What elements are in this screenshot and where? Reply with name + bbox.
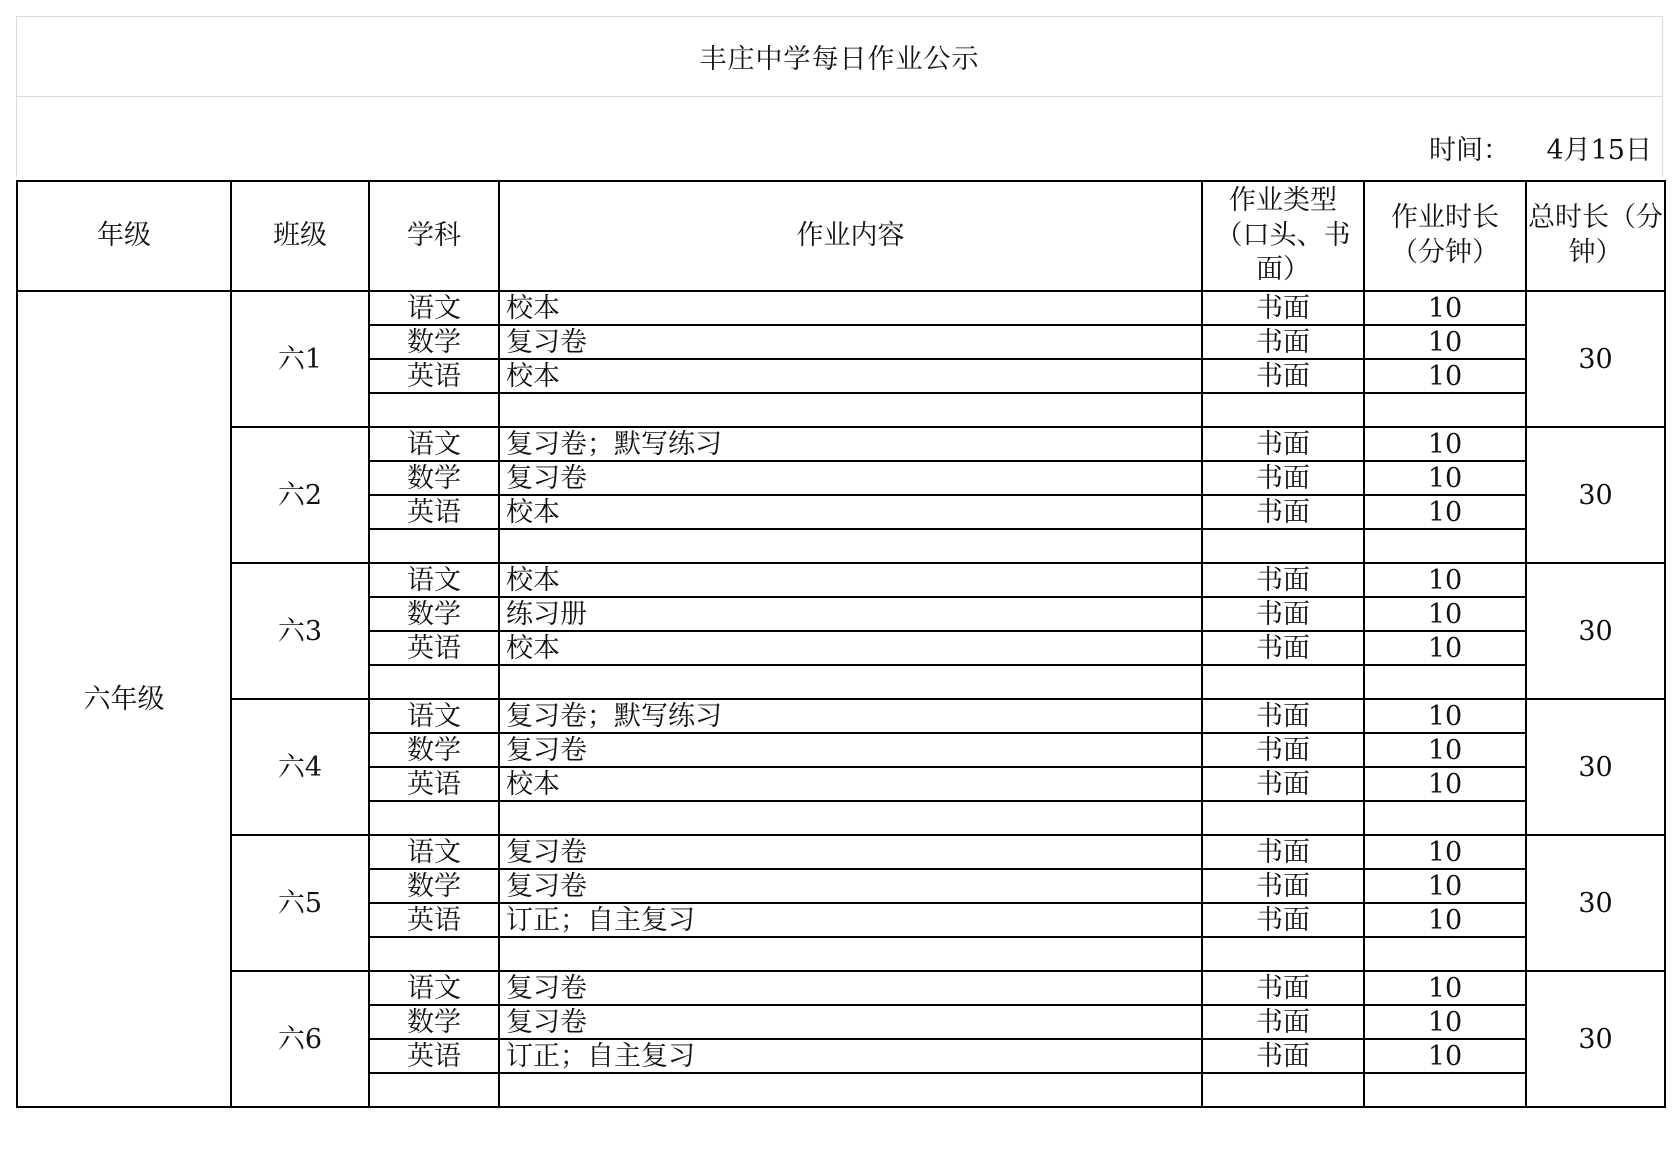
content-cell <box>499 665 1202 699</box>
duration-cell: 10 <box>1364 631 1526 665</box>
duration-cell: 10 <box>1364 903 1526 937</box>
header-content: 作业内容 <box>499 181 1202 291</box>
type-cell <box>1202 393 1364 427</box>
type-cell: 书面 <box>1202 1005 1364 1039</box>
class-cell: 六2 <box>231 427 369 563</box>
type-cell <box>1202 529 1364 563</box>
content-cell: 订正；自主复习 <box>499 903 1202 937</box>
duration-cell: 10 <box>1364 971 1526 1005</box>
header-subject: 学科 <box>369 181 499 291</box>
subject-cell: 数学 <box>369 597 499 631</box>
header-row <box>17 181 1665 291</box>
header-type: 作业类型（口头、书面） <box>1202 181 1364 291</box>
total-cell: 30 <box>1526 291 1665 427</box>
date-label: 时间： <box>1429 135 1510 166</box>
duration-cell <box>1364 529 1526 563</box>
duration-cell: 10 <box>1364 495 1526 529</box>
total-cell: 30 <box>1526 563 1665 699</box>
total-cell: 30 <box>1526 699 1665 835</box>
subject-cell: 英语 <box>369 767 499 801</box>
sheet-title: 丰庄中学每日作业公示 <box>16 16 1663 97</box>
duration-cell: 10 <box>1364 461 1526 495</box>
total-cell: 30 <box>1526 427 1665 563</box>
duration-cell: 10 <box>1364 427 1526 461</box>
subject-cell: 语文 <box>369 291 499 325</box>
duration-cell <box>1364 937 1526 971</box>
duration-cell <box>1364 1073 1526 1107</box>
type-cell: 书面 <box>1202 733 1364 767</box>
subject-cell <box>369 801 499 835</box>
header-total: 总时长（分钟） <box>1526 181 1665 291</box>
content-cell: 复习卷 <box>499 869 1202 903</box>
content-cell <box>499 1073 1202 1107</box>
table-row <box>17 427 1665 461</box>
table-row <box>17 699 1665 733</box>
duration-cell: 10 <box>1364 835 1526 869</box>
duration-cell: 10 <box>1364 325 1526 359</box>
header-grade: 年级 <box>17 181 231 291</box>
header-class: 班级 <box>231 181 369 291</box>
total-cell: 30 <box>1526 971 1665 1107</box>
subject-cell: 数学 <box>369 325 499 359</box>
subject-cell: 英语 <box>369 359 499 393</box>
subject-cell: 数学 <box>369 461 499 495</box>
subject-cell: 语文 <box>369 427 499 461</box>
grade-cell: 六年级 <box>17 291 231 1107</box>
duration-cell <box>1364 801 1526 835</box>
duration-cell: 10 <box>1364 563 1526 597</box>
subject-cell: 语文 <box>369 971 499 1005</box>
type-cell <box>1202 1073 1364 1107</box>
subject-cell <box>369 393 499 427</box>
subject-cell: 英语 <box>369 495 499 529</box>
header-duration: 作业时长（分钟） <box>1364 181 1526 291</box>
type-cell <box>1202 801 1364 835</box>
subject-cell: 语文 <box>369 835 499 869</box>
class-cell: 六6 <box>231 971 369 1107</box>
type-cell: 书面 <box>1202 359 1364 393</box>
table-row <box>17 971 1665 1005</box>
subject-cell: 英语 <box>369 903 499 937</box>
class-cell: 六4 <box>231 699 369 835</box>
content-cell: 复习卷 <box>499 971 1202 1005</box>
content-cell <box>499 801 1202 835</box>
type-cell: 书面 <box>1202 835 1364 869</box>
type-cell: 书面 <box>1202 1039 1364 1073</box>
subject-cell <box>369 529 499 563</box>
type-cell: 书面 <box>1202 631 1364 665</box>
duration-cell: 10 <box>1364 767 1526 801</box>
duration-cell: 10 <box>1364 699 1526 733</box>
content-cell: 复习卷 <box>499 325 1202 359</box>
subject-cell: 语文 <box>369 699 499 733</box>
type-cell: 书面 <box>1202 495 1364 529</box>
duration-cell: 10 <box>1364 869 1526 903</box>
content-cell: 练习册 <box>499 597 1202 631</box>
type-cell: 书面 <box>1202 869 1364 903</box>
homework-table <box>16 180 1666 1108</box>
duration-cell <box>1364 665 1526 699</box>
duration-cell: 10 <box>1364 1005 1526 1039</box>
date-row <box>16 97 1663 177</box>
class-cell: 六1 <box>231 291 369 427</box>
content-cell: 校本 <box>499 291 1202 325</box>
subject-cell: 数学 <box>369 1005 499 1039</box>
table-row <box>17 291 1665 325</box>
content-cell: 复习卷 <box>499 1005 1202 1039</box>
content-cell <box>499 937 1202 971</box>
duration-cell <box>1364 393 1526 427</box>
content-cell: 复习卷 <box>499 733 1202 767</box>
subject-cell: 语文 <box>369 563 499 597</box>
duration-cell: 10 <box>1364 291 1526 325</box>
duration-cell: 10 <box>1364 1039 1526 1073</box>
total-cell: 30 <box>1526 835 1665 971</box>
type-cell: 书面 <box>1202 291 1364 325</box>
type-cell: 书面 <box>1202 699 1364 733</box>
subject-cell <box>369 1073 499 1107</box>
type-cell: 书面 <box>1202 597 1364 631</box>
class-cell: 六5 <box>231 835 369 971</box>
content-cell: 校本 <box>499 563 1202 597</box>
content-cell: 复习卷 <box>499 461 1202 495</box>
content-cell: 复习卷；默写练习 <box>499 427 1202 461</box>
duration-cell: 10 <box>1364 359 1526 393</box>
subject-cell: 英语 <box>369 1039 499 1073</box>
type-cell: 书面 <box>1202 563 1364 597</box>
content-cell: 订正；自主复习 <box>499 1039 1202 1073</box>
table-row <box>17 835 1665 869</box>
content-cell: 校本 <box>499 767 1202 801</box>
content-cell: 校本 <box>499 631 1202 665</box>
type-cell: 书面 <box>1202 971 1364 1005</box>
subject-cell: 数学 <box>369 869 499 903</box>
type-cell: 书面 <box>1202 903 1364 937</box>
content-cell <box>499 393 1202 427</box>
type-cell <box>1202 665 1364 699</box>
type-cell: 书面 <box>1202 427 1364 461</box>
type-cell: 书面 <box>1202 767 1364 801</box>
content-cell: 校本 <box>499 359 1202 393</box>
duration-cell: 10 <box>1364 733 1526 767</box>
type-cell <box>1202 937 1364 971</box>
subject-cell: 数学 <box>369 733 499 767</box>
type-cell: 书面 <box>1202 461 1364 495</box>
table-row <box>17 563 1665 597</box>
date-value: 4月15日 <box>1546 135 1652 166</box>
subject-cell: 英语 <box>369 631 499 665</box>
content-cell <box>499 529 1202 563</box>
content-cell: 复习卷 <box>499 835 1202 869</box>
subject-cell <box>369 937 499 971</box>
table-body <box>17 291 1665 1107</box>
content-cell: 校本 <box>499 495 1202 529</box>
content-cell: 复习卷；默写练习 <box>499 699 1202 733</box>
subject-cell <box>369 665 499 699</box>
duration-cell: 10 <box>1364 597 1526 631</box>
class-cell: 六3 <box>231 563 369 699</box>
type-cell: 书面 <box>1202 325 1364 359</box>
